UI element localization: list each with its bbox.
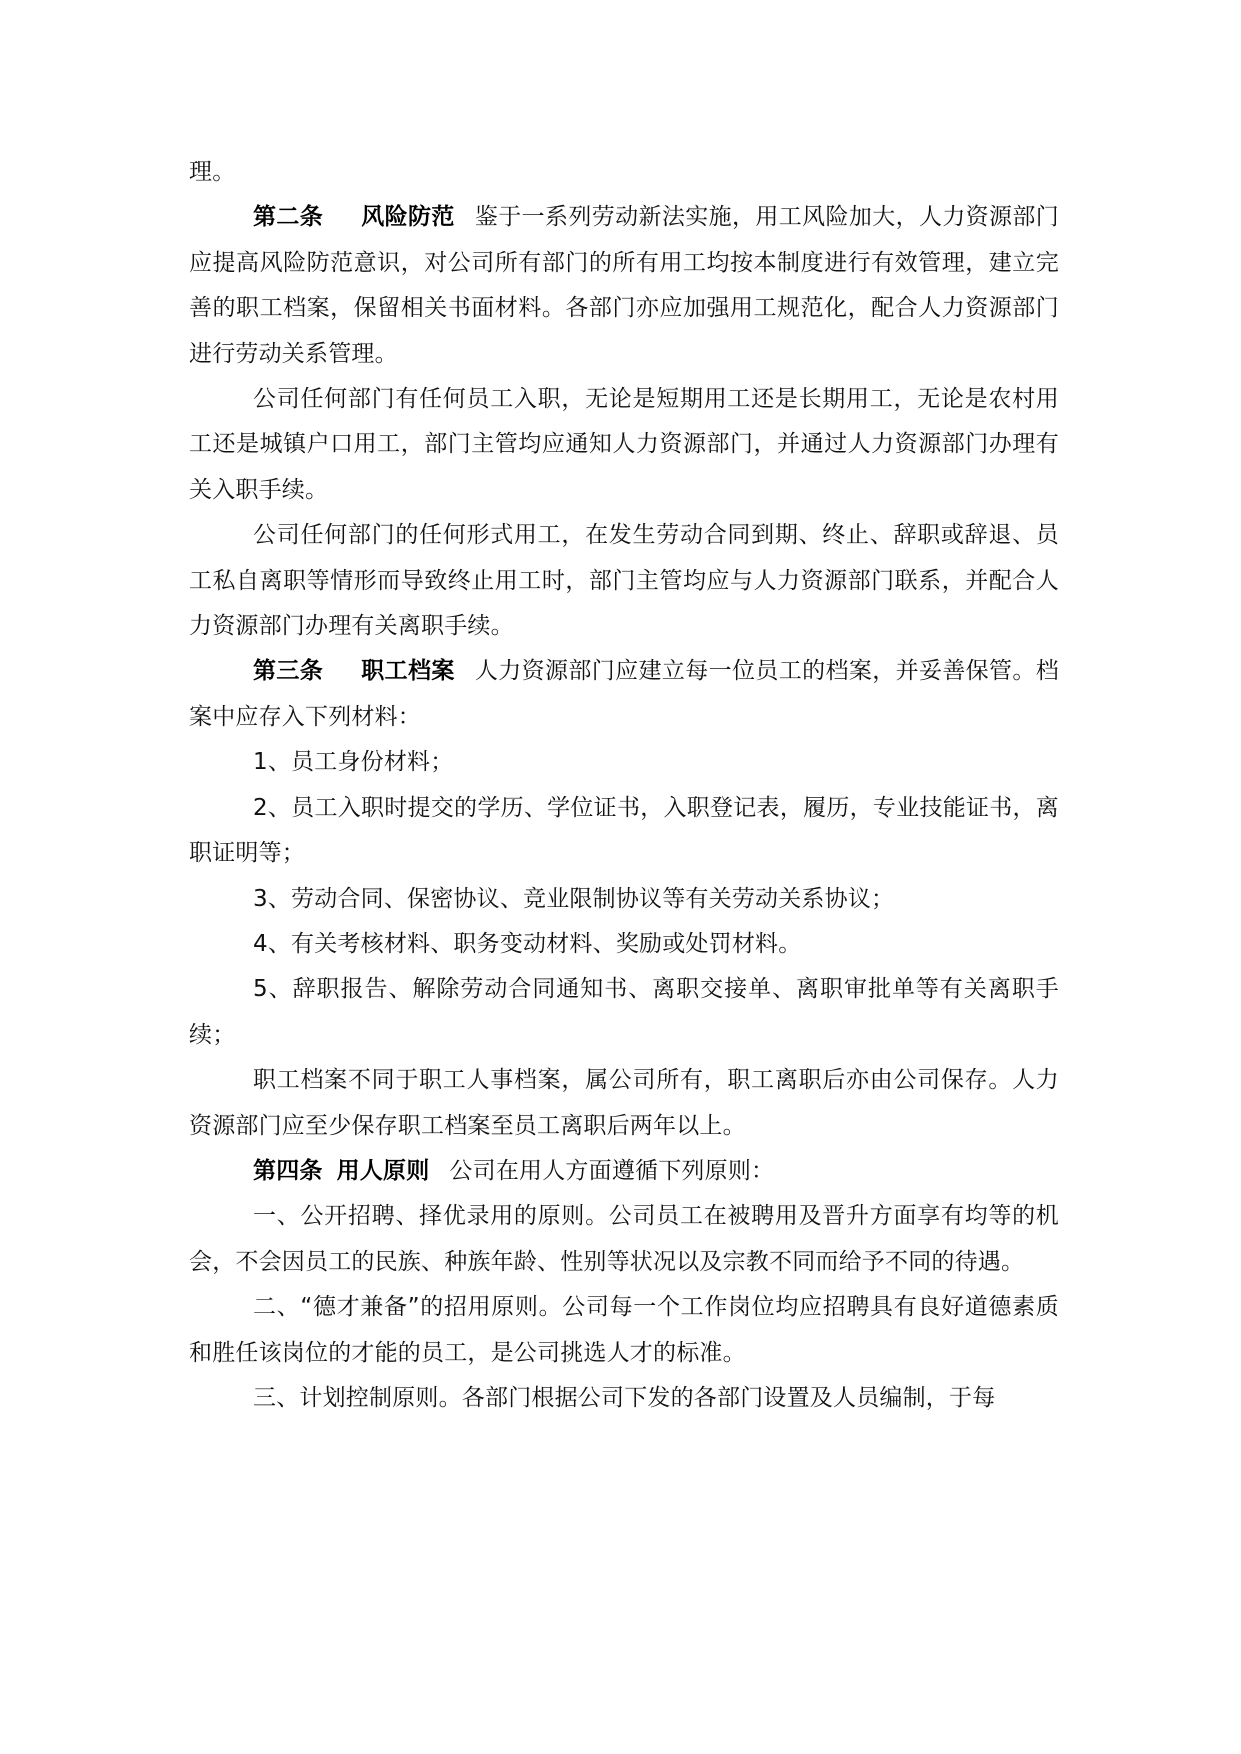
archive-item: 3、劳动合同、保密协议、竞业限制协议等有关劳动关系协议； <box>253 885 895 912</box>
archive-item: 2、员工入职时提交的学历、学位证书，入职登记表，履历，专业技能证书，离职证明等； <box>189 794 1059 867</box>
article-3 <box>189 649 1059 740</box>
hiring-principle: 三、计划控制原则。各部门根据公司下发的各部门设置及人员编制，于每 <box>253 1384 996 1411</box>
hiring-principle: 一、公开招聘、择优录用的原则。公司员工在被聘用及晋升方面享有均等的机会，不会因员工的民族、种族年龄、性别等状况以及宗教不同而给予不同的待遇。 <box>189 1203 1059 1275</box>
article-2-paragraph: 公司任何部门有任何员工入职，无论是短期用工还是长期用工，无论是农村用工还是城镇户口用工，部门主管均应通知人力资源部门，并通过人力资源部门办理有关入职手续。 <box>189 386 1059 503</box>
article-3-title: 职工档案 <box>361 658 455 685</box>
document-body <box>189 150 1059 1421</box>
archive-item: 5、辞职报告、解除劳动合同通知书、离职交接单、离职审批单等有关离职手续； <box>189 976 1059 1048</box>
article-2-paragraph: 公司任何部门的任何形式用工，在发生劳动合同到期、终止、辞职或辞退、员工私自离职等情形而导致终止用工时，部门主管均应与人力资源部门联系，并配合人力资源部门办理有关离职手续。 <box>189 522 1059 640</box>
article-2-number: 第二条 <box>253 204 324 231</box>
article-4-number: 第四条 <box>253 1157 323 1184</box>
article-4-body: 公司在用人方面遵循下列原则： <box>449 1157 775 1184</box>
article-3-closing: 职工档案不同于职工人事档案，属公司所有，职工离职后亦由公司保存。人力资源部门应至少保存职工档案至员工离职后两年以上。 <box>189 1067 1059 1139</box>
archive-item: 1、员工身份材料； <box>253 749 454 776</box>
hiring-principle: 二、“德才兼备”的招用原则。公司每一个工作岗位均应招聘具有良好道德素质和胜任该岗位的才能的员工，是公司挑选人才的标准。 <box>189 1294 1059 1366</box>
continuation-line: 理。 <box>189 159 236 185</box>
article-3-number: 第三条 <box>253 658 324 685</box>
article-3-body: 人力资源部门应建立每一位员工的档案，并妥善保管。档案中应存入下列材料： <box>189 658 1059 730</box>
article-2-body: 鉴于一系列劳动新法实施，用工风险加大，人力资源部门应提高风险防范意识，对公司所有部门的所有用工均按本制度进行有效管理，建立完善的职工档案，保留相关书面材料。各部门亦应加强用工规范化，配合人力资源部门进行劳动关系管理。 <box>189 204 1059 367</box>
article-2-title: 风险防范 <box>361 204 455 231</box>
archive-item: 4、有关考核材料、职务变动材料、奖励或处罚材料。 <box>253 930 802 957</box>
article-2 <box>189 195 1059 377</box>
article-4-title: 用人原则 <box>336 1157 430 1184</box>
article-4 <box>189 1149 1059 1194</box>
